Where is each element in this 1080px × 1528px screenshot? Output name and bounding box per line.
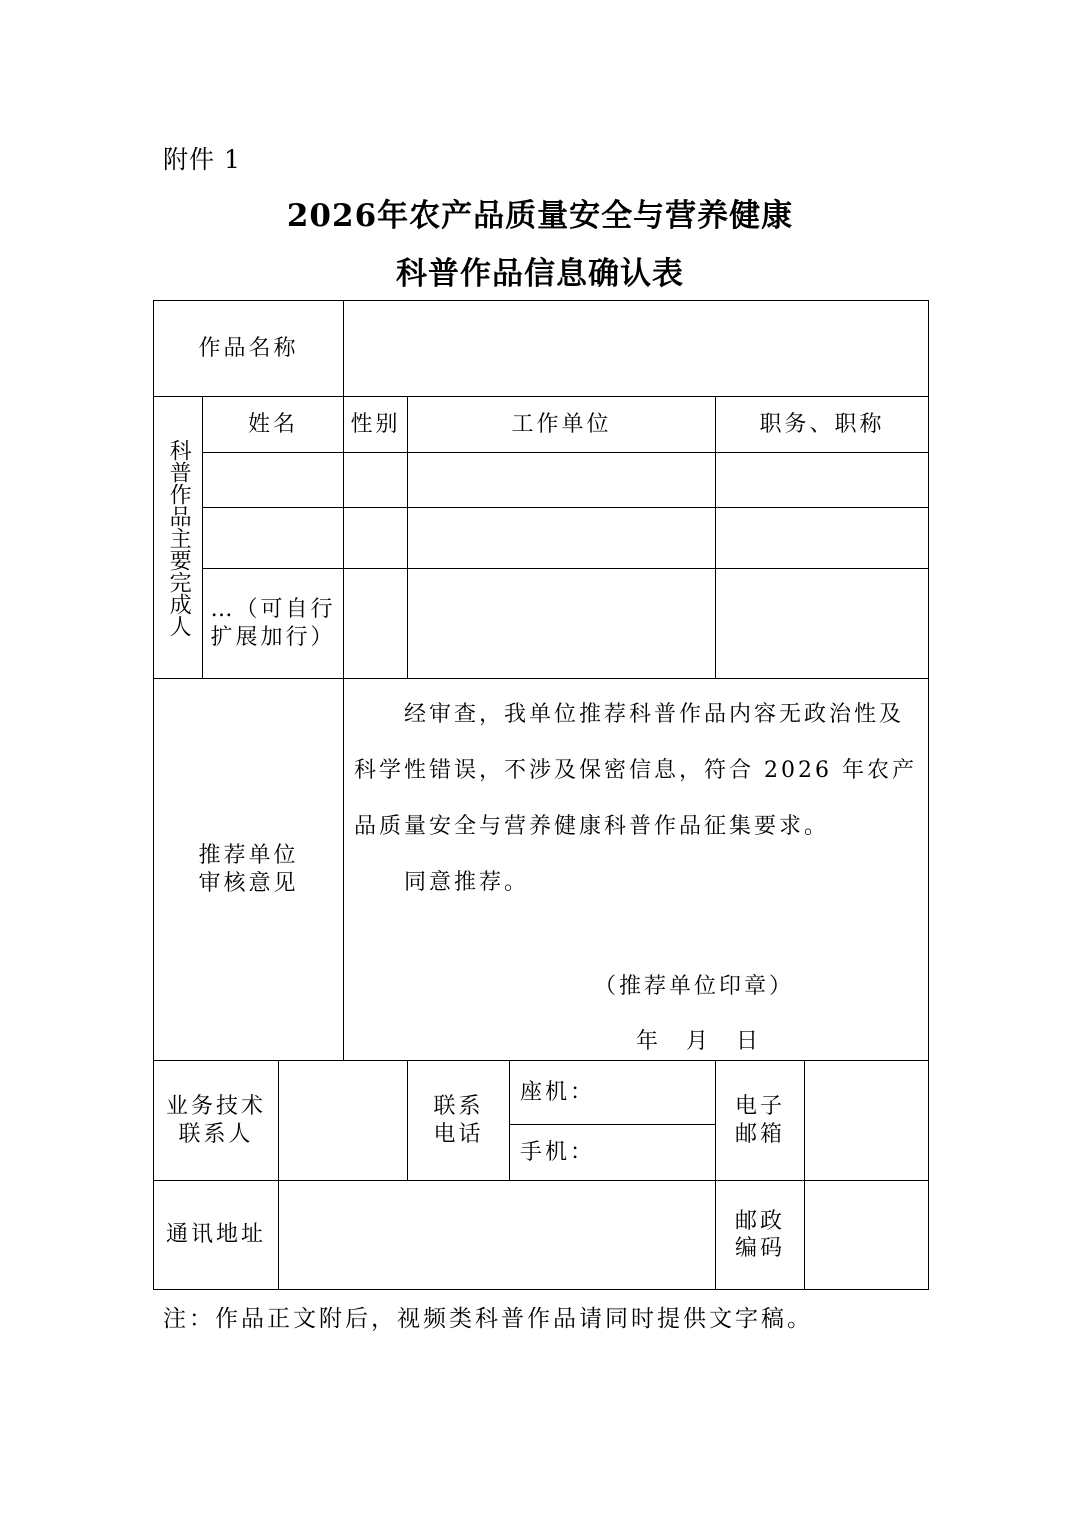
footnote: 注：作品正文附后，视频类科普作品请同时提供文字稿。: [163, 1306, 813, 1332]
author-unit-field[interactable]: [408, 508, 716, 569]
opinion-row: [154, 679, 929, 1061]
author-gender-field[interactable]: [344, 508, 408, 569]
col-name-header: 姓名: [203, 397, 344, 453]
author-row: [154, 453, 929, 508]
postcode-label-cell: [716, 1181, 805, 1290]
author-row: [154, 508, 929, 569]
author-unit-field[interactable]: [408, 453, 716, 508]
postcode-label-line-2: 编码: [734, 1236, 785, 1261]
extend-hint-cell[interactable]: [203, 569, 344, 679]
landline-field[interactable]: 座机：: [510, 1061, 716, 1125]
author-title-field[interactable]: [716, 453, 929, 508]
page-title-line-2: 科普作品信息确认表: [396, 256, 684, 292]
authors-header-row: [154, 397, 929, 453]
opinion-content-cell[interactable]: [344, 679, 929, 1061]
contact-label-line-2: 联系人: [178, 1121, 254, 1147]
opinion-label-cell: [154, 679, 344, 1061]
opinion-agree: 同意推荐。: [404, 870, 530, 895]
email-label-line-1: 电子: [734, 1094, 785, 1119]
address-label: 通讯地址: [154, 1181, 279, 1290]
author-name-field[interactable]: [203, 508, 344, 569]
work-name-label: 作品名称: [154, 301, 344, 397]
attachment-label: 附件 1: [163, 145, 241, 174]
page-title-line-1: 2026年农产品质量安全与营养健康: [286, 198, 794, 234]
col-gender-header: 性别: [344, 397, 408, 453]
contact-label-cell: [154, 1061, 279, 1181]
work-name-row: [154, 301, 929, 397]
phone-label-line-2: 电话: [433, 1121, 484, 1147]
date-text: 年 月 日: [636, 1029, 762, 1054]
authors-group-cell: [154, 397, 203, 679]
seal-text: （推荐单位印章）: [594, 974, 795, 999]
authors-group-label: 科普作品主要完成人: [166, 438, 192, 637]
phone-label-cell: [408, 1061, 510, 1181]
extend-hint-line-1: …（可自行: [210, 597, 336, 622]
email-label-line-2: 邮箱: [734, 1121, 785, 1147]
author-title-field[interactable]: [716, 508, 929, 569]
opinion-paragraph: 经审查，我单位推荐科普作品内容无政治性及科学性错误，不涉及保密信息，符合 2026 年农产品质量安全与营养健康科普作品征集要求。: [354, 702, 917, 839]
email-label-cell: [716, 1061, 805, 1181]
opinion-label-line-1: 推荐单位: [198, 843, 299, 868]
email-field[interactable]: [805, 1061, 929, 1181]
author-name-field[interactable]: [203, 453, 344, 508]
col-unit-header: 工作单位: [408, 397, 716, 453]
phone-label-line-1: 联系: [433, 1094, 484, 1119]
postcode-label-line-1: 邮政: [734, 1208, 785, 1234]
mobile-field[interactable]: 手机：: [510, 1125, 716, 1181]
author-unit-field[interactable]: [408, 569, 716, 679]
confirmation-form-table: [153, 300, 929, 1290]
contact-label-line-1: 业务技术: [165, 1094, 266, 1119]
address-row: [154, 1181, 929, 1290]
postcode-field[interactable]: [805, 1181, 929, 1290]
opinion-label-line-2: 审核意见: [198, 870, 299, 896]
contact-row: [154, 1061, 929, 1125]
contact-person-field[interactable]: [279, 1061, 408, 1181]
author-row-extendable: [154, 569, 929, 679]
author-title-field[interactable]: [716, 569, 929, 679]
address-field[interactable]: [279, 1181, 716, 1290]
author-gender-field[interactable]: [344, 453, 408, 508]
author-gender-field[interactable]: [344, 569, 408, 679]
work-name-field[interactable]: [344, 301, 929, 397]
extend-hint-line-2: 扩展加行）: [210, 624, 336, 650]
col-title-header: 职务、职称: [716, 397, 929, 453]
